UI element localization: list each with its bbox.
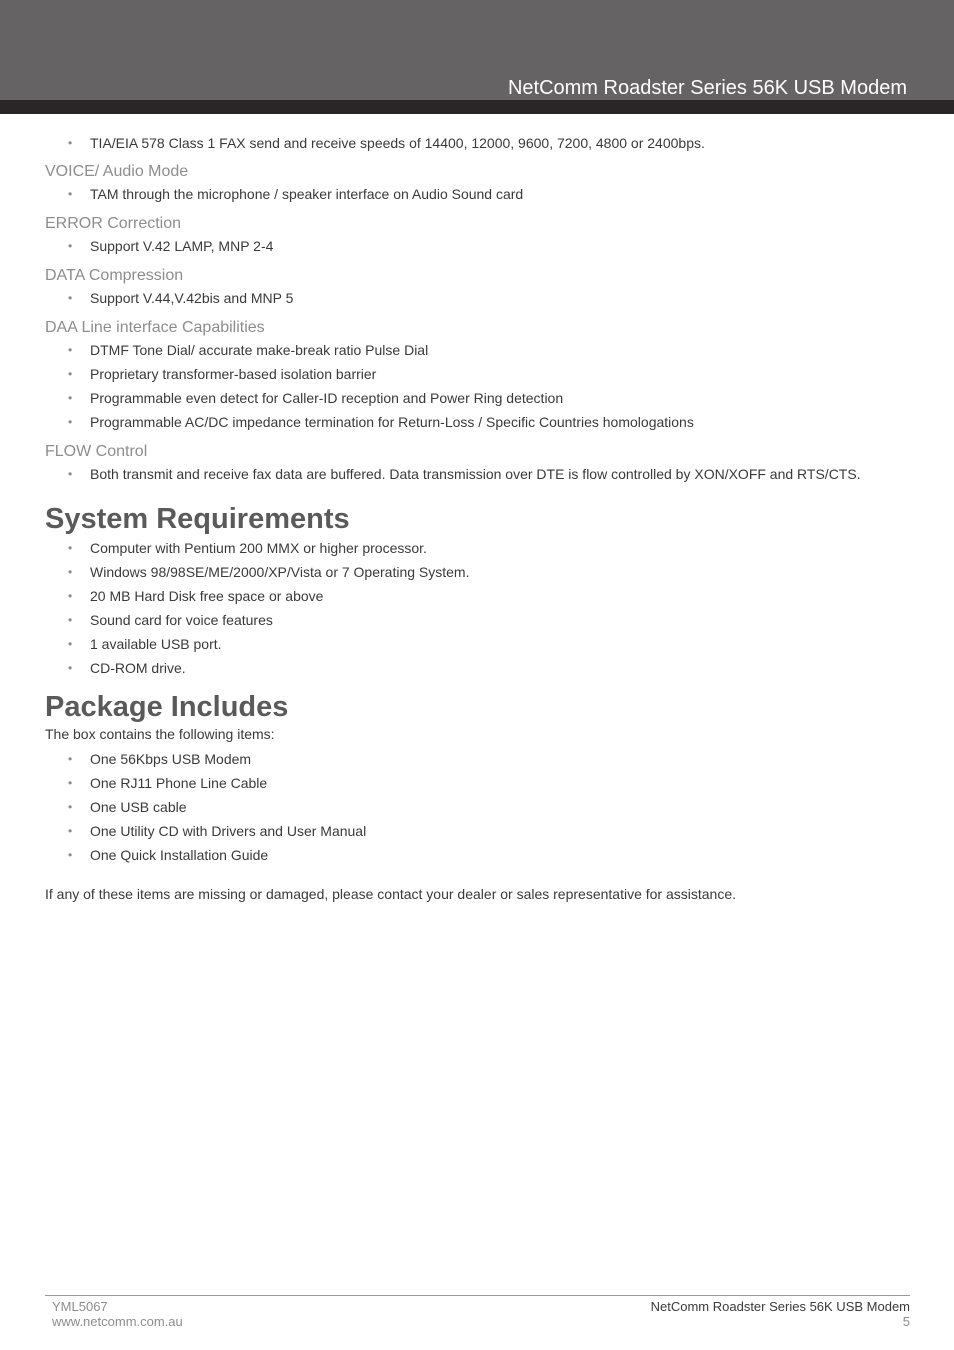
list-item-text: TIA/EIA 578 Class 1 FAX send and receive speeds of 14400, 12000, 9600, 7200, 4800 or 2400bps.	[90, 135, 705, 151]
bullet-icon: •	[68, 848, 73, 862]
footer-right	[651, 1299, 910, 1329]
list-item	[45, 234, 915, 258]
page-content	[45, 131, 915, 904]
list-item-text: CD-ROM drive.	[90, 660, 186, 676]
list-item-text: Windows 98/98SE/ME/2000/XP/Vista or 7 Operating System.	[90, 564, 470, 580]
bullet-icon: •	[68, 136, 73, 150]
fax-list	[45, 131, 915, 155]
bullet-icon: •	[68, 613, 73, 627]
data-compression-heading: DATA Compression	[45, 267, 184, 284]
list-item	[45, 584, 915, 608]
bullet-icon: •	[68, 800, 73, 814]
package-includes-title: Package Includes	[45, 691, 289, 723]
list-item-text: 20 MB Hard Disk free space or above	[90, 588, 324, 604]
bullet-icon: •	[68, 467, 73, 481]
bullet-icon: •	[68, 415, 73, 429]
list-item	[45, 131, 915, 155]
flow-heading: FLOW Control	[45, 443, 148, 460]
list-item	[45, 362, 915, 386]
voice-heading: VOICE/ Audio Mode	[45, 163, 189, 180]
footer-left	[52, 1299, 183, 1329]
list-item	[45, 608, 915, 632]
list-item-text: Computer with Pentium 200 MMX or higher processor.	[90, 540, 427, 556]
list-item-text: 1 available USB port.	[90, 636, 222, 652]
footer-doc-code: YML5067	[52, 1299, 108, 1314]
error-list	[45, 234, 915, 258]
list-item	[45, 338, 915, 362]
bullet-icon: •	[68, 291, 73, 305]
list-item-text: Support V.44,V.42bis and MNP 5	[90, 290, 294, 306]
package-intro: The box contains the following items:	[45, 726, 275, 742]
footer-product-name: NetComm Roadster Series 56K USB Modem	[650, 1299, 910, 1314]
list-item-text: Programmable AC/DC impedance termination for Return-Loss / Specific Countries homologations	[90, 414, 694, 430]
error-heading: ERROR Correction	[45, 215, 182, 232]
bullet-icon: •	[68, 661, 73, 675]
bullet-icon: •	[68, 752, 73, 766]
voice-list	[45, 182, 915, 206]
list-item-text: TAM through the microphone / speaker interface on Audio Sound card	[90, 186, 524, 202]
list-item-text: Programmable even detect for Caller-ID reception and Power Ring detection	[90, 390, 564, 406]
package-note: If any of these items are missing or damaged, please contact your dealer or sales representative for assistance.	[45, 886, 737, 902]
list-item-text: Proprietary transformer-based isolation barrier	[90, 366, 377, 382]
list-item	[45, 632, 915, 656]
bullet-icon: •	[68, 187, 73, 201]
system-requirements-list	[45, 536, 915, 680]
list-item	[45, 656, 915, 680]
bullet-icon: •	[68, 824, 73, 838]
list-item-text: One RJ11 Phone Line Cable	[90, 775, 268, 791]
bullet-icon: •	[68, 343, 73, 357]
bullet-icon: •	[68, 367, 73, 381]
package-list	[45, 747, 915, 867]
list-item	[45, 560, 915, 584]
list-item-text: One USB cable	[90, 799, 187, 815]
daa-heading: DAA Line interface Capabilities	[45, 319, 265, 336]
list-item	[45, 819, 915, 843]
list-item	[45, 771, 915, 795]
footer-page-number: 5	[902, 1314, 910, 1329]
list-item	[45, 386, 915, 410]
bullet-icon: •	[68, 391, 73, 405]
footer-rule	[45, 1295, 910, 1296]
list-item-text: One 56Kbps USB Modem	[90, 751, 252, 767]
list-item	[45, 182, 915, 206]
list-item-text: Both transmit and receive fax data are buffered. Data transmission over DTE is flow controlled by XON/XOFF and RTS/CTS.	[90, 466, 861, 482]
list-item	[45, 747, 915, 771]
list-item-text: DTMF Tone Dial/ accurate make-break ratio Pulse Dial	[90, 342, 429, 358]
list-item	[45, 843, 915, 867]
bullet-icon: •	[68, 565, 73, 579]
bullet-icon: •	[68, 637, 73, 651]
page-header-title: NetComm Roadster Series 56K USB Modem	[507, 77, 907, 99]
list-item-text: Support V.42 LAMP, MNP 2-4	[90, 238, 274, 254]
list-item	[45, 410, 915, 434]
data-compression-list	[45, 286, 915, 310]
list-item	[45, 462, 915, 486]
list-item	[45, 536, 915, 560]
list-item	[45, 286, 915, 310]
bullet-icon: •	[68, 589, 73, 603]
bullet-icon: •	[68, 776, 73, 790]
header-rule	[0, 100, 954, 114]
flow-list	[45, 462, 915, 486]
bullet-icon: •	[68, 239, 73, 253]
bullet-icon: •	[68, 541, 73, 555]
list-item	[45, 795, 915, 819]
list-item-text: Sound card for voice features	[90, 612, 273, 628]
list-item-text: One Utility CD with Drivers and User Manual	[90, 823, 367, 839]
list-item-text: One Quick Installation Guide	[90, 847, 269, 863]
daa-list	[45, 338, 915, 434]
footer-website: www.netcomm.com.au	[52, 1314, 183, 1329]
system-requirements-title: System Requirements	[45, 503, 350, 535]
